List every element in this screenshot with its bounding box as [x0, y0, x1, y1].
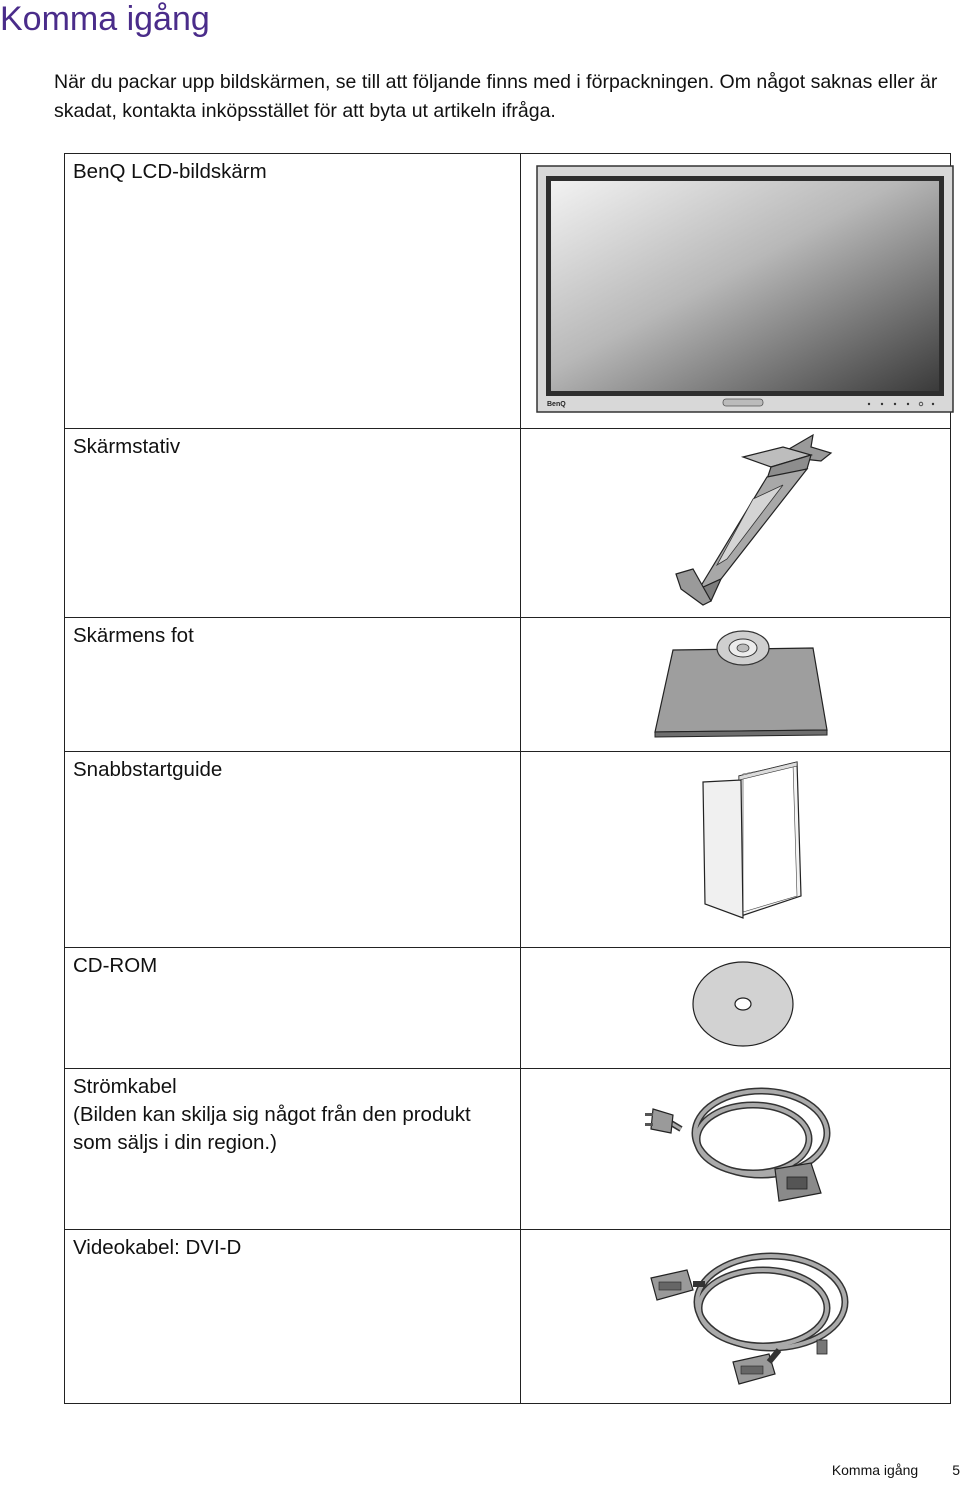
brand-logo: BenQ [547, 401, 566, 408]
base-illustration [521, 618, 960, 750]
item-image-cell [521, 948, 951, 1069]
table-row [65, 429, 951, 618]
item-image-cell [521, 429, 951, 618]
page-title: Komma igång [0, 0, 210, 38]
item-image-cell [521, 618, 951, 752]
page-number: 5 [952, 1462, 960, 1478]
table-row [65, 752, 951, 948]
page-footer [832, 1462, 960, 1478]
item-image-cell [521, 1230, 951, 1404]
item-note: (Bilden kan skilja sig något från den produkt som säljs i din region.) [73, 1103, 471, 1154]
table-row [65, 154, 951, 429]
item-image-cell [521, 752, 951, 948]
intro-paragraph: När du packar upp bildskärmen, se till att följande finns med i förpackningen. Om något saknas eller är skadat, kontakta inköpsstället för att byta ut artikeln ifråga. [54, 71, 938, 122]
item-label: Snabbstartguide [65, 752, 521, 948]
item-label: Skärmstativ [65, 429, 521, 618]
package-contents-table [64, 153, 951, 1404]
item-image-cell [521, 154, 951, 429]
dvi-cable-illustration [521, 1230, 960, 1402]
item-label-text: Strömkabel [73, 1075, 177, 1098]
monitor-illustration [521, 154, 960, 427]
footer-section: Komma igång [831, 1462, 919, 1478]
table-row [65, 948, 951, 1069]
item-label [65, 1069, 521, 1230]
item-label: Videokabel: DVI-D [65, 1230, 521, 1404]
table-row [65, 618, 951, 752]
item-label: CD-ROM [65, 948, 521, 1069]
booklet-illustration [521, 752, 960, 946]
power-cable-illustration [521, 1069, 960, 1228]
table-row [65, 1069, 951, 1230]
cd-illustration [521, 948, 960, 1067]
item-label: BenQ LCD-bildskärm [65, 154, 521, 429]
item-label: Skärmens fot [65, 618, 521, 752]
item-image-cell [521, 1069, 951, 1230]
stand-illustration [521, 429, 960, 616]
table-row [65, 1230, 951, 1404]
